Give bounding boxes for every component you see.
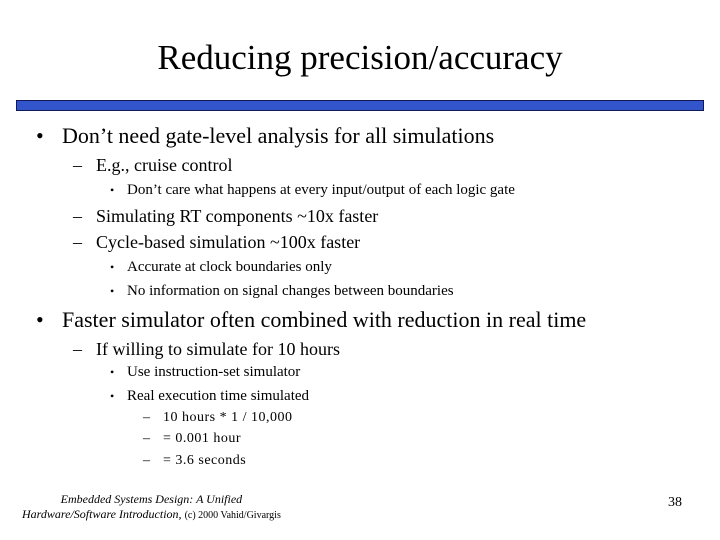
calc-line-3	[143, 452, 246, 469]
calc-line-3-text: = 3.6 seconds	[163, 453, 247, 468]
bullet-marker: •	[110, 284, 115, 298]
dash-marker: –	[73, 206, 82, 226]
detail-2-1-2-text: Real execution time simulated	[127, 388, 310, 404]
page-number: 38	[668, 495, 682, 510]
sub-bullet-1-2	[73, 205, 378, 227]
detail-1-1-1	[110, 181, 515, 199]
calc-line-2	[143, 430, 241, 447]
detail-2-1-1	[110, 363, 300, 381]
calc-line-1	[143, 409, 293, 426]
sub-bullet-2-1-text: If willing to simulate for 10 hours	[96, 339, 340, 359]
sub-bullet-1-3	[73, 231, 360, 253]
sub-bullet-1-3-text: Cycle-based simulation ~100x faster	[96, 232, 361, 252]
bullet-marker: •	[110, 365, 115, 379]
bullet-2	[36, 307, 586, 333]
bullet-marker: •	[110, 183, 115, 197]
footer-line-2	[22, 507, 281, 523]
footer-line-1: Embedded Systems Design: A Unified	[60, 492, 243, 506]
sub-bullet-1-1	[73, 154, 232, 176]
title-divider-bar	[16, 100, 704, 111]
bullet-1-text: Don’t need gate-level analysis for all simulations	[62, 123, 495, 148]
footer-citation	[22, 492, 281, 523]
calc-line-1-text: 10 hours * 1 / 10,000	[163, 410, 293, 425]
sub-bullet-1-2-text: Simulating RT components ~10x faster	[96, 206, 379, 226]
footer-copyright: (c) 2000 Vahid/Givargis	[184, 510, 281, 521]
detail-1-1-1-text: Don’t care what happens at every input/output of each logic gate	[127, 182, 515, 198]
dash-marker: –	[73, 155, 82, 175]
bullet-2-text: Faster simulator often combined with reduction in real time	[62, 307, 587, 332]
footer-line-2-text: Hardware/Software Introduction,	[22, 507, 182, 521]
slide-title: Reducing precision/accuracy	[157, 38, 563, 77]
sub-bullet-1-1-text: E.g., cruise control	[96, 155, 233, 175]
dash-marker: –	[73, 339, 82, 359]
bullet-1	[36, 123, 494, 149]
bullet-marker: •	[110, 389, 115, 403]
detail-2-1-1-text: Use instruction-set simulator	[127, 364, 301, 380]
dash-marker: –	[143, 453, 151, 468]
bullet-marker: •	[110, 260, 115, 274]
detail-1-3-2	[110, 282, 454, 300]
dash-marker: –	[73, 232, 82, 252]
dash-marker: –	[143, 410, 151, 425]
detail-2-1-2	[110, 387, 309, 405]
sub-bullet-2-1	[73, 338, 340, 360]
detail-1-3-1-text: Accurate at clock boundaries only	[127, 259, 332, 275]
bullet-marker: •	[36, 123, 44, 148]
detail-1-3-1	[110, 258, 332, 276]
dash-marker: –	[143, 431, 151, 446]
detail-1-3-2-text: No information on signal changes between boundaries	[127, 283, 454, 299]
bullet-marker: •	[36, 307, 44, 332]
calc-line-2-text: = 0.001 hour	[163, 431, 242, 446]
